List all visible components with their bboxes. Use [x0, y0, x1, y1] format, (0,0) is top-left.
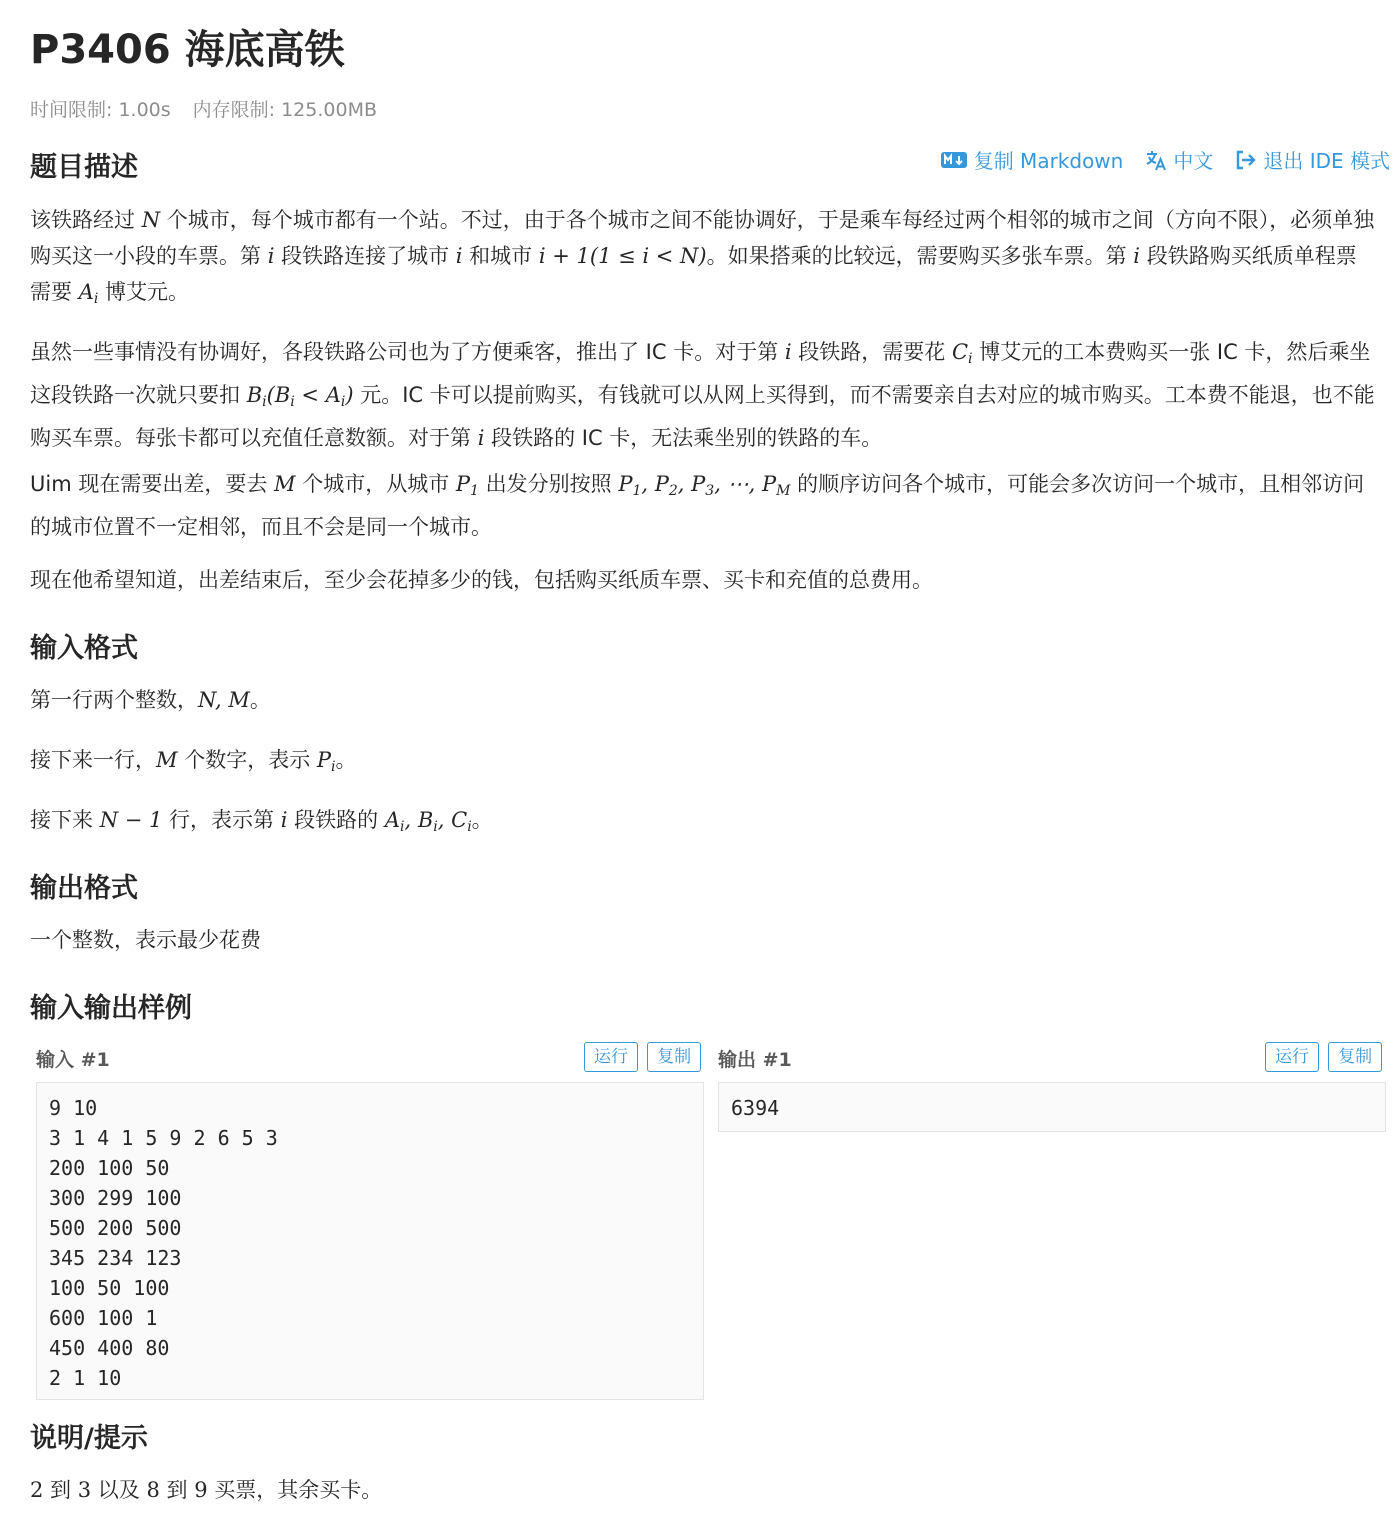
- exit-ide-label: 退出 IDE 模式: [1263, 149, 1390, 173]
- text: 接下来: [30, 808, 100, 832]
- math-i: i: [477, 426, 485, 450]
- math-symbol: A: [325, 383, 341, 407]
- memory-limit: 内存限制: 125.00MB: [192, 99, 378, 121]
- sample-output-run-button[interactable]: 运行: [1265, 1042, 1319, 1072]
- text: 的顺序访问各个城市，可能会多次访问一个城市，且相邻访问的城市位置不一定相邻，而且不会是同一个城市。: [30, 472, 1365, 539]
- math-P-sequence: [618, 472, 791, 499]
- math-number: 3: [77, 1478, 92, 1502]
- math-subscript: i: [340, 394, 346, 410]
- section-samples-heading: 输入输出样例: [30, 993, 192, 1024]
- math-subscript: 1: [632, 483, 642, 499]
- input-format-line-3: [30, 802, 1376, 845]
- sample-output-code[interactable]: 6394: [718, 1082, 1386, 1132]
- math-symbol: P: [618, 472, 633, 496]
- text: 个城市，从城市: [295, 472, 456, 496]
- math-op: ,: [677, 472, 692, 496]
- limits-bar: [30, 95, 377, 122]
- text: 和城市: [462, 244, 539, 268]
- math-symbol: A: [384, 808, 400, 832]
- math-number: 8: [146, 1478, 160, 1502]
- copy-markdown-label: 复制 Markdown: [973, 149, 1124, 173]
- math-symbol: A: [78, 280, 94, 304]
- description-paragraph-3: [30, 466, 1376, 545]
- math-number: 9: [194, 1478, 208, 1502]
- text: 接下来一行，: [30, 748, 156, 772]
- text: 个数字，表示: [177, 748, 317, 772]
- text: Uim 现在需要出差，要去: [30, 472, 275, 496]
- math-subscript: i: [968, 351, 973, 367]
- text: 个城市，每个城市都有一个站。不过，由于各个城市之间不能协调好，于是乘车每经过两个相邻的城市之间（方向不限），必须单独购买这一小段的车票。第: [30, 208, 1375, 268]
- math-symbol: P: [654, 472, 669, 496]
- section-input-format-heading: 输入格式: [30, 633, 138, 664]
- math-symbol: C: [451, 808, 468, 832]
- text: 以及: [91, 1478, 147, 1502]
- text: 段铁路，需要花: [791, 340, 952, 364]
- description-paragraph-4: [30, 562, 1376, 598]
- output-format-text: [30, 922, 1376, 958]
- text: 行，表示第: [162, 808, 281, 832]
- text: 到: [159, 1478, 195, 1502]
- math-op: ,: [437, 808, 452, 832]
- math-subscript: i: [290, 394, 295, 410]
- math-op: ,: [404, 808, 418, 832]
- math-op: ,: [215, 688, 229, 712]
- math-i: i: [1133, 244, 1141, 268]
- sample-output-label: 输出 #1: [718, 1049, 792, 1071]
- math-N-M: [198, 688, 250, 712]
- sample-input-code[interactable]: 9 10 3 1 4 1 5 9 2 6 5 3 200 100 50 300 299 100 500 200 500 345 234 123 100 50 100 600 100 1 450 400 80 2 1 10: [36, 1082, 704, 1400]
- input-format-line-1: [30, 682, 1376, 718]
- math-subscript: i: [399, 819, 405, 835]
- page-title: P3406 海底高铁: [30, 27, 345, 73]
- math-M: M: [274, 472, 296, 496]
- math-symbol: P: [455, 472, 471, 496]
- text: 现在他希望知道，出差结束后，至少会花掉多少的钱，包括购买纸质车票、买卡和充值的总费用。: [30, 568, 933, 592]
- text: 。如果搭乘的比较远，需要购买多张车票。第: [706, 244, 1134, 268]
- text: 出发分别按照: [478, 472, 619, 496]
- text: 。: [335, 748, 357, 772]
- markdown-icon: [940, 151, 968, 169]
- text: 。: [471, 808, 493, 832]
- text: 。: [249, 688, 271, 712]
- description-paragraph-2: [30, 334, 1376, 456]
- sample-output-actions: [1265, 1042, 1382, 1072]
- math-C-i: [951, 340, 973, 367]
- input-format-line-2: [30, 742, 1376, 785]
- math-op: ,: [748, 472, 762, 496]
- math-N: N: [141, 208, 161, 232]
- math-i: i: [280, 808, 288, 832]
- language-label: 中文: [1173, 149, 1214, 173]
- text: 博艾元。: [98, 280, 190, 304]
- text: 段铁路连接了城市: [274, 244, 456, 268]
- math-symbol: P: [316, 748, 332, 772]
- math-subscript: 1: [470, 483, 479, 499]
- section-output-format-heading: 输出格式: [30, 873, 138, 904]
- section-hint-heading: 说明/提示: [30, 1423, 148, 1454]
- math-B-i-expr: $B_i(B_i < A_i)$: [246, 383, 354, 410]
- math-i: i: [267, 244, 275, 268]
- math-M: M: [156, 748, 178, 772]
- hint-text: [30, 1472, 1376, 1508]
- text: 虽然一些事情没有协调好，各段铁路公司也为了方便乘客，推出了 IC 卡。对于第: [30, 340, 785, 364]
- language-button[interactable]: [1145, 145, 1213, 174]
- time-limit: 时间限制: 1.00s: [30, 99, 171, 121]
- math-A-i: [78, 280, 99, 307]
- math-symbol: P: [761, 472, 777, 496]
- math-number: 2: [30, 1478, 44, 1502]
- problem-actions: [918, 145, 1390, 174]
- copy-markdown-button[interactable]: [940, 145, 1124, 174]
- math-op: ,: [641, 472, 655, 496]
- math-i: i: [455, 244, 463, 268]
- math-N-minus-1: N − 1: [99, 808, 163, 832]
- math-op: ,: [714, 472, 728, 496]
- text: 买票，其余买卡。: [207, 1478, 383, 1502]
- math-symbol: B: [417, 808, 434, 832]
- math-symbol: C: [951, 340, 969, 364]
- math-symbol: N: [198, 688, 216, 712]
- math-subscript: i: [433, 819, 438, 835]
- text: 段铁路的 IC 卡，无法乘坐别的铁路的车。: [484, 426, 883, 450]
- math-subscript: 2: [668, 483, 678, 499]
- text: 元。IC 卡可以提前购买，有钱就可以从网上买得到，而不需要亲自去对应的城市购买。工本费不能退，也不能购买车票。每张卡都可以充值任意数额。对于第: [30, 383, 1375, 450]
- math-A-B-C: [384, 808, 472, 835]
- math-subscript: i: [262, 394, 267, 410]
- translate-icon: [1145, 149, 1167, 171]
- math-P-i: [316, 748, 336, 775]
- text: 第一行两个整数，: [30, 688, 198, 712]
- section-description-heading: 题目描述: [30, 152, 138, 183]
- sample-input-copy-button[interactable]: 复制: [647, 1042, 701, 1072]
- sample-output-copy-button[interactable]: 复制: [1328, 1042, 1382, 1072]
- text: 段铁路的: [287, 808, 385, 832]
- text: 该铁路经过: [30, 208, 142, 232]
- text: 段铁路购买纸质单程票需要: [30, 244, 1357, 304]
- text: 到: [43, 1478, 78, 1502]
- math-subscript: i: [331, 759, 336, 775]
- math-subscript: i: [93, 291, 99, 307]
- exit-ide-button[interactable]: [1235, 145, 1390, 174]
- math-subscript: 3: [705, 483, 715, 499]
- sample-input-run-button[interactable]: 运行: [584, 1042, 638, 1072]
- math-symbol: P: [691, 472, 706, 496]
- math-symbol: B: [246, 383, 263, 407]
- math-symbol: B: [274, 383, 291, 407]
- exit-icon: [1235, 150, 1257, 170]
- math-i-plus-1: i + 1: [538, 244, 590, 268]
- text: 博艾元的工本费购买一张 IC 卡，然后乘坐这段铁路一次就只要扣: [30, 340, 1371, 407]
- sample-input-label: 输入 #1: [36, 1049, 110, 1071]
- math-range: (1 ≤ i < N): [589, 244, 707, 268]
- math-op: <: [294, 383, 326, 407]
- math-symbol: M: [228, 688, 250, 712]
- math-subscript: M: [776, 483, 791, 499]
- math-subscript: i: [467, 819, 472, 835]
- math-op: ⋯: [727, 472, 749, 496]
- text: 一个整数，表示最少花费: [30, 928, 261, 952]
- math-P-1: [455, 472, 479, 499]
- description-paragraph-1: [30, 202, 1376, 317]
- sample-input-actions: [584, 1042, 701, 1072]
- math-i: i: [784, 340, 792, 364]
